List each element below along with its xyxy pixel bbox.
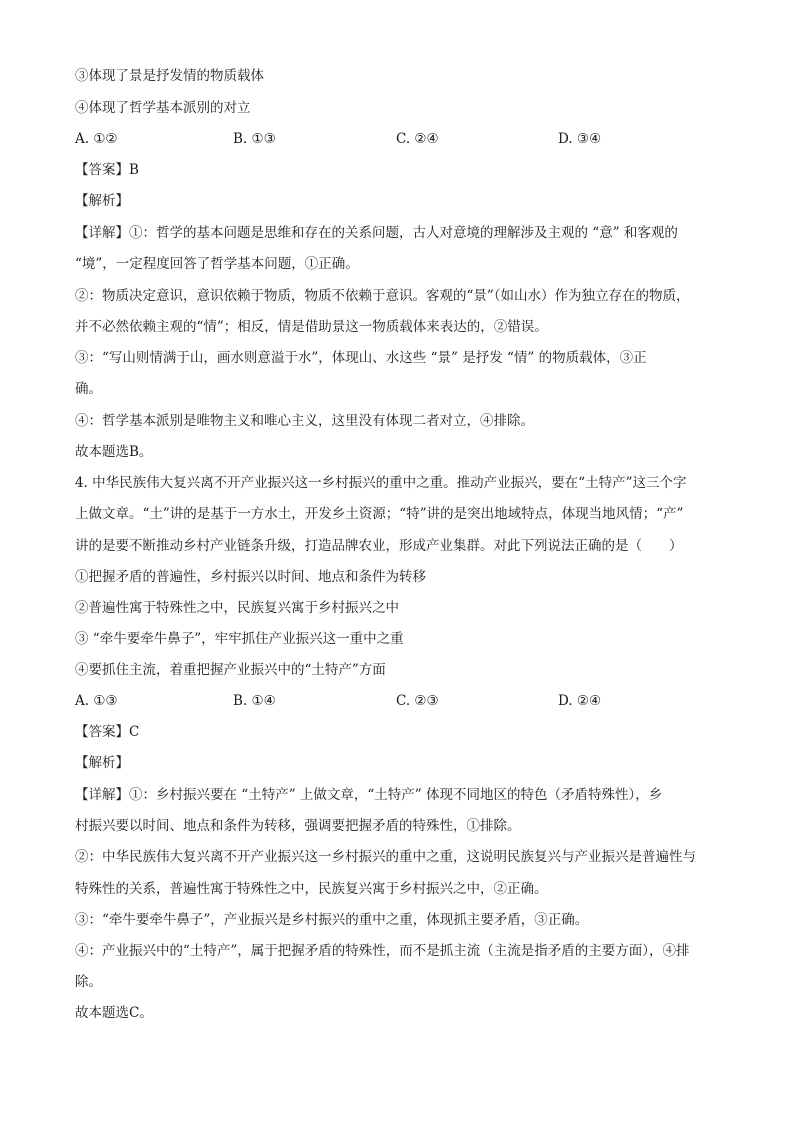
q4-answer: 【答案】C (75, 724, 140, 740)
q3-detail-line-3: ②：物质决定意识，意识依赖于物质，物质不依赖于意识。客观的“景”（如山水）作为独立存在的物质， (75, 288, 690, 304)
q4-option-c: C. ②③ (396, 693, 439, 709)
q4-option-d: D. ②④ (558, 693, 602, 709)
q4-statement-2: ②普遍性寓于特殊性之中，民族复兴寓于乡村振兴之中 (75, 600, 399, 616)
q3-option-d: D. ③④ (558, 131, 602, 147)
q3-statement-3: ③体现了景是抒发情的物质载体 (75, 68, 264, 84)
q4-detail-line-2: 村振兴要以时间、地点和条件为转移，强调要把握矛盾的特殊性，①排除。 (75, 818, 521, 834)
q4-statement-1: ①把握矛盾的普遍性，乡村振兴以时间、地点和条件为转移 (75, 569, 426, 585)
q4-detail-line-4: 特殊性的关系，普遍性寓于特殊性之中，民族复兴寓于乡村振兴之中，②正确。 (75, 881, 548, 897)
q4-detail-line-5: ③：“牵牛要牵牛鼻子”，产业振兴是乡村振兴的重中之重，体现抓主要矛盾，③正确。 (75, 912, 589, 928)
q3-conclusion: 故本题选B。 (75, 444, 153, 460)
q3-detail-line-2: “境”，一定程度回答了哲学基本问题，①正确。 (75, 256, 359, 272)
q4-stem-line-1: 4. 中华民族伟大复兴离不开产业振兴这一乡村振兴的重中之重。推动产业振兴，要在“土特产”这三个字 (75, 475, 687, 491)
q3-option-c: C. ②④ (396, 131, 439, 147)
q3-options (75, 129, 735, 149)
q4-conclusion: 故本题选C。 (75, 1005, 153, 1021)
q4-stem-line-3: 讲的是要不断推动乡村产业链条升级，打造品牌农业，形成产业集群。对此下列说法正确的是（ ） (75, 538, 683, 554)
q4-detail-line-7: 除。 (75, 974, 102, 990)
q4-detail-line-1: 【详解】①：乡村振兴要在 “土特产” 上做文章，“土特产” 体现不同地区的特色（矛盾特殊性），乡 (75, 787, 663, 803)
q3-detail-line-5: ③：“写山则情满于山，画水则意溢于水”，体现山、水这些 “景” 是抒发 “情” 的物质载体，③正 (75, 350, 647, 366)
q4-options (75, 691, 735, 711)
q4-option-b: B. ①④ (233, 693, 276, 709)
q4-stem-line-2: 上做文章。“土”讲的是基于一方水土，开发乡土资源；“特”讲的是突出地域特点，体现当地风情；“产” (75, 506, 684, 522)
q3-option-b: B. ①③ (233, 131, 276, 147)
q3-detail-line-6: 确。 (75, 381, 102, 397)
q3-statement-4: ④体现了哲学基本派别的对立 (75, 100, 251, 116)
q3-answer: 【答案】B (75, 162, 139, 178)
q3-detail-line-7: ④：哲学基本派别是唯物主义和唯心主义，这里没有体现二者对立，④排除。 (75, 413, 534, 429)
q4-option-a: A. ①③ (75, 693, 118, 709)
q3-option-a: A. ①② (75, 131, 118, 147)
q4-detail-line-6: ④：产业振兴中的“土特产”，属于把握矛盾的特殊性，而不是抓主流（主流是指矛盾的主要方面），④排 (75, 943, 690, 959)
q3-analysis-heading: 【解析】 (75, 193, 129, 209)
q4-analysis-heading: 【解析】 (75, 755, 129, 771)
q4-statement-3: ③ “牵牛要牵牛鼻子”，牢牢抓住产业振兴这一重中之重 (75, 631, 404, 647)
q4-statement-4: ④要抓住主流，着重把握产业振兴中的“土特产”方面 (75, 662, 386, 678)
q3-detail-line-4: 并不必然依赖主观的“情”；相反，情是借助景这一物质载体来表达的，②错误。 (75, 319, 548, 335)
q3-detail-line-1: 【详解】①：哲学的基本问题是思维和存在的关系问题，古人对意境的理解涉及主观的 “意” 和客观的 (75, 225, 678, 241)
q4-detail-line-3: ②：中华民族伟大复兴离不开产业振兴这一乡村振兴的重中之重，这说明民族复兴与产业振兴是普遍性与 (75, 849, 696, 865)
